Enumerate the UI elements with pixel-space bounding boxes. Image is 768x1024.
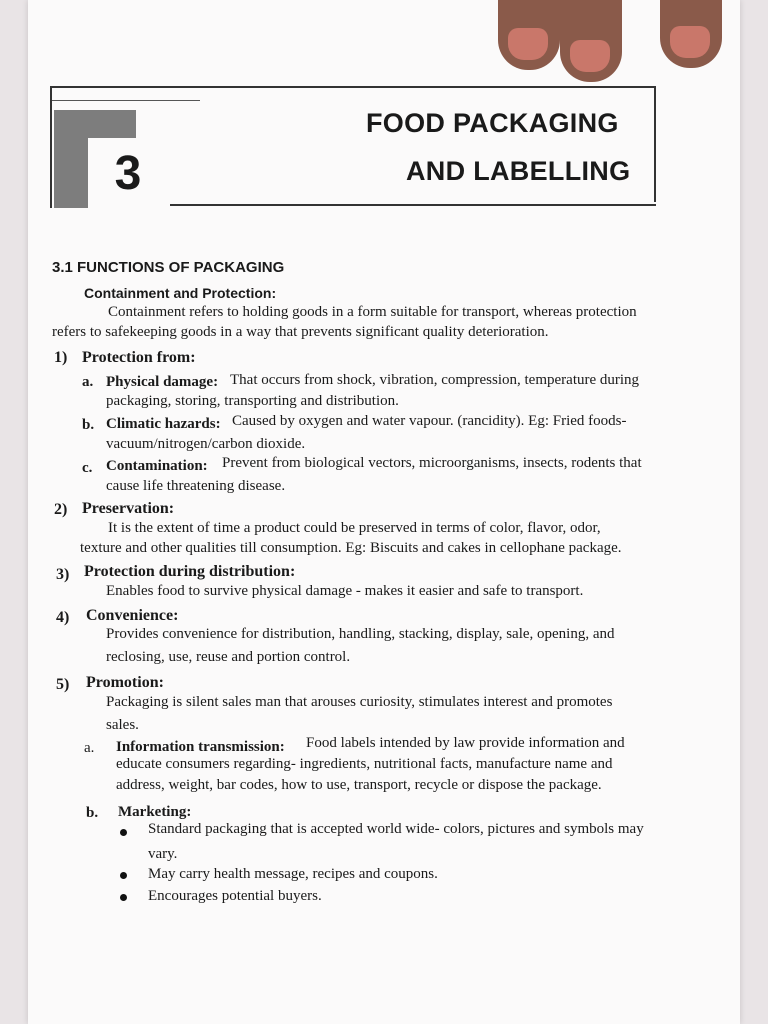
item-text: reclosing, use, reuse and portion control. [106,649,351,665]
sub-label: Contamination: [106,458,208,474]
item-title: Preservation: [82,500,175,517]
bullet-text: Standard packaging that is accepted world wide- colors, pictures and symbols may [148,821,644,837]
chapter-title-line2: AND LABELLING [406,156,631,186]
item-title: Convenience: [86,607,179,624]
sub-letter: a. [84,740,95,756]
intro-text: Containment refers to holding goods in a form suitable for transport, whereas protection [108,304,637,320]
sub-label: Physical damage: [106,374,219,390]
sub-label: Marketing: [118,804,192,820]
chapter-number: 3 [88,138,168,208]
chapter-header [50,78,656,208]
item-number: 4) [56,609,70,626]
sub-text: Prevent from biological vectors, microorganisms, insects, rodents that [222,455,642,471]
sub-label: Climatic hazards: [106,416,221,432]
item-title: Protection during distribution: [84,563,296,580]
item-number: 3) [56,566,70,583]
item-text: It is the extent of time a product could be preserved in terms of color, flavor, odor, [108,520,601,536]
header-rule [50,86,656,88]
item-title: Promotion: [86,674,164,691]
sub-text: That occurs from shock, vibration, compression, temperature during [230,372,640,388]
sub-text: educate consumers regarding- ingredients, nutritional facts, manufacture name and [116,756,613,772]
item-text: sales. [106,717,139,733]
bullet-icon [120,894,127,901]
item-number: 2) [54,501,68,518]
item-text: Provides convenience for distribution, handling, stacking, display, sale, opening, and [106,626,615,642]
bullet-icon [120,829,127,836]
item-number: 5) [56,676,70,693]
item-title: Protection from: [82,349,196,366]
sub-text: Food labels intended by law provide information and [306,735,625,751]
item-text: Packaging is silent sales man that arouses curiosity, stimulates interest and promotes [106,694,613,710]
sub-text: cause life threatening disease. [106,478,286,494]
intro-text: refers to safekeeping goods in a way that prevents significant quality deterioration. [52,324,549,340]
sub-letter: b. [82,417,95,433]
bullet-text: vary. [148,846,178,862]
sub-text: Caused by oxygen and water vapour. (rancidity). Eg: Fried foods- [232,413,627,429]
sub-text: packaging, storing, transporting and distribution. [106,393,399,409]
sub-text: vacuum/nitrogen/carbon dioxide. [106,436,306,452]
sub-letter: c. [82,460,93,476]
chapter-title-line1: FOOD PACKAGING [366,108,619,138]
header-rule [50,86,52,208]
header-rule [654,86,656,202]
section-subheading: Containment and Protection: [84,285,277,301]
section-heading: 3.1 FUNCTIONS OF PACKAGING [52,259,285,276]
item-text: Enables food to survive physical damage - makes it easier and safe to transport. [106,583,584,599]
header-rule [170,204,656,206]
bullet-icon [120,872,127,879]
bullet-text: May carry health message, recipes and coupons. [148,866,438,882]
sub-letter: a. [82,374,94,390]
item-text: texture and other qualities till consumption. Eg: Biscuits and cakes in cellophane package. [80,540,622,556]
header-rule [50,100,200,101]
sub-text: address, weight, bar codes, how to use, transport, recycle or dispose the package. [116,777,602,793]
sub-letter: b. [86,805,99,821]
sub-label: Information transmission: [116,739,285,755]
item-number: 1) [54,349,68,366]
bullet-text: Encourages potential buyers. [148,888,322,904]
